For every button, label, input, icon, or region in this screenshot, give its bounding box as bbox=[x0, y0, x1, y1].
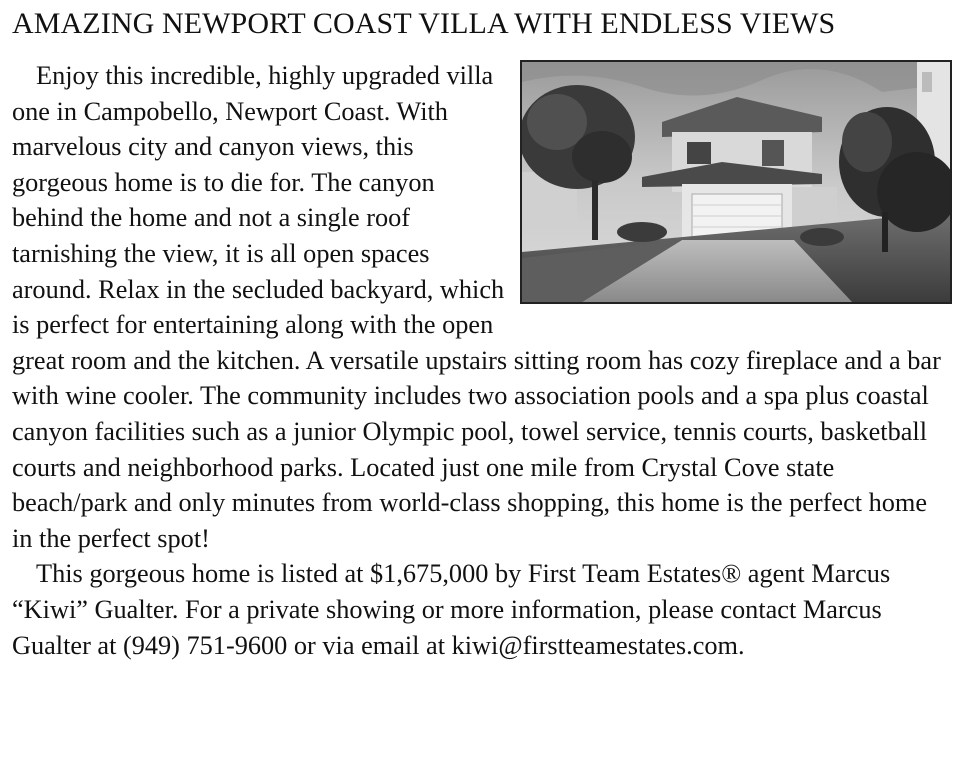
house-photo bbox=[520, 60, 952, 304]
house-photo-image bbox=[522, 62, 950, 302]
article-paragraph: Enjoy this incredible, highly upgraded villa one in Campobello, Newport Coast. With marvelous city and canyon views, this gorgeous home is to die for. The canyon behind the home and not a single roof tarnishing the view, it is all open spaces around. Relax in the secluded backyard, which is perfect for entertaining along with the open great room and the kitchen. A versatile upstairs sitting room has cozy fireplace and a bar with wine cooler. The community includes two association pools and a spa plus coastal canyon facilities such as a junior Olympic pool, towel service, tennis courts, basketball courts and neighborhood parks. Located just one mile from Crystal Cove state beach/park and only minutes from world-class shopping, this home is the perfect home in the perfect spot! bbox=[12, 61, 941, 553]
article-headline: AMAZING NEWPORT COAST VILLA WITH ENDLESS VIEWS bbox=[12, 7, 836, 40]
article bbox=[12, 4, 952, 663]
article-paragraph: This gorgeous home is listed at $1,675,000 by First Team Estates® agent Marcus “Kiwi” Gualter. For a private showing or more information, please contact Marcus Gualter at (949) 751-9600 or via email at kiwi@firstteamestates.com. bbox=[12, 559, 891, 660]
